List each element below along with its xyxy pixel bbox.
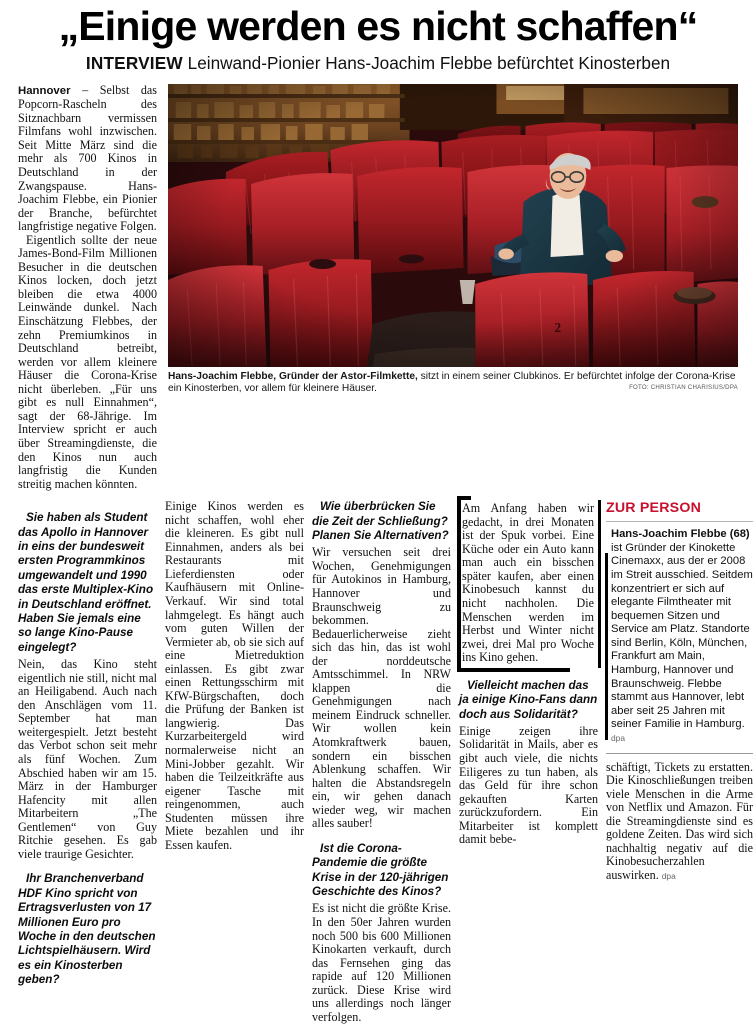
answer-4-highlight-text: Am Anfang haben wir gedacht, in drei Monaten ist der Spuk vorbei. Eine Küche oder ein Auto kann man auch ein bisschen später kaufen, aber einen Kinobesuch kannst du nicht nachholen. Die Menschen werden im Herbst und Winter nicht zwei, drei Mal pro Woche ins Kino gehen. — [462, 501, 594, 665]
answer-3 — [312, 546, 451, 830]
page-title: „Einige werden es nicht schaffen“ — [58, 3, 698, 49]
dateline: Hannover — [18, 84, 71, 97]
cinema-photo — [168, 84, 738, 367]
column-4 — [459, 500, 606, 847]
upper-block — [18, 84, 738, 491]
column-3 — [312, 500, 459, 1024]
zur-person-side-rule — [605, 553, 608, 740]
subheadline-text: Leinwand-Pionier Hans-Joachim Flebbe befürchtet Kinosterben — [182, 52, 671, 73]
newspaper-page — [0, 3, 756, 1024]
highlight-bottom-rule — [457, 668, 570, 672]
zur-person-body — [606, 528, 753, 746]
answer-5-continuation-text: schäftigt, Tickets zu erstatten. Die Kinoschließungen treiben viele Menschen in die Arme von Netflix und Amazon. Für die Streamingdienste sind es goldene Zeiten. Das wird sich nachhaltig negativ auf die Kinobesucherzahlen auswirken. dpa — [606, 759, 753, 883]
article-agency: dpa — [661, 871, 676, 882]
column-5-divider — [606, 753, 753, 754]
zur-person-agency: dpa — [611, 733, 625, 744]
answer-5-part1 — [459, 725, 598, 847]
highlight-top-rule — [457, 496, 471, 500]
answer-1-text: Nein, das Kino steht eigentlich nie still, nicht mal an Heiligabend. Auch nach den Anschlägen vom 11. September hat man weitergespielt. Jetzt besteht das Verbot schon seit mehr als fünf Wochen. Zum Abschied haben wir am 15. März in der Hamburger Hafencity mit allen Mitarbeitern „The Gentlemen“ von Guy Ritchie gesehen. Es gab viele traurige Gesichter. — [18, 657, 157, 861]
cinema-photo-illustration — [168, 84, 738, 367]
lead-paragraph-1-text: – Selbst das Popcorn-Rascheln des Sitznachbarn vermissen Filmfans wohl inzwischen. Seit Mitte März sind die mehr als 700 Kinos in Deutschland in der Zwangspause. Hans-Joachim Flebbe, ein Pionier der Branche, befürchtet langfristige negative Folgen. — [18, 82, 157, 234]
answer-2-text: Einige Kinos werden es nicht schaffen, wohl eher die kleineren. Es gibt null Einnahmen, anders als bei Restaurants mit Lieferdiensten oder Kaufhäusern mit Online-Verkauf. Wir sind total lahmgelegt. Es hängt auch vom guten Willen der Vermieter ab, ob sie sich auf eine Mietreduktion einlassen. Es gibt zwar einen Rettungsschirm mit KfW-Bürgschaften, doch die Prüfung der Banken ist langwierig. Das Kurzarbeitergeld wird normalerweise nicht an Mini-Jobber gezahlt. Wir haben die Teilzeitkräfte aus eigener Tasche mit reingenommen, auch Studenten müssen ihre Miete bezahlen und ihr Essen kaufen. — [165, 499, 304, 852]
lower-columns — [18, 499, 753, 1024]
lead-text — [18, 84, 157, 491]
question-2-part1: Ihr Branchenverband HDF Kino spricht von Ertragsverlusten von 17 Millionen Euro pro Woche in den deutschen Lichtspielhäusern. Wird es ein Kinosterben geben? — [18, 872, 156, 987]
zur-person-lead: Hans-Joachim Flebbe (68) — [611, 528, 750, 541]
interview-kicker: INTERVIEW — [85, 52, 183, 73]
answer-5-continuation — [606, 761, 753, 884]
answer-1 — [18, 658, 157, 861]
answer-3-text: Wir versuchen seit drei Wochen, Genehmigungen für Autokinos in Hamburg, Hannover und Braunschweig zu bekommen. Bedauerlicherweise zieht sich das hin, das ist wohl der norddeutsche Amtsschimmel. In NRW klappen die Genehmigungen nach meinem Eindruck schneller. Wir wollen kein Atomkraftwerk bauen, sondern ein bisschen Ablenkung schaffen. Wir halten die Abstandsregeln ein, wir gehen danach wieder weg, wir machen alles sauber! — [312, 545, 451, 831]
column-1 — [18, 500, 165, 991]
zur-person-divider — [606, 521, 753, 522]
photo-block — [165, 84, 738, 396]
zur-person-text: ist Gründer der Kinokette Cinemaxx, aus der er 2008 im Streit ausschied. Seitdem konzentriert er sich auf elegante Filmtheater mit bequemen Sitzen und Service am Platz. Standorte sind Berlin, Köln, München, Frankfurt am Main, Hamburg, Hannover und Braunschweig. Flebbe stammt aus Hannover, lebt aber seit 25 Jahren mit seiner Familie in Hamburg. — [611, 541, 753, 731]
zur-person-box — [606, 500, 753, 746]
question-3: Wie überbrücken Sie die Zeit der Schließung? Planen Sie Alternativen? — [312, 500, 449, 542]
lead-paragraph-1 — [18, 84, 157, 234]
photo-caption — [168, 371, 738, 396]
question-1: Sie haben als Student das Apollo in Hannover in eins der bundesweit ersten Programmkinos umgewandelt und 1990 das erste Multiplex-Kino in Deutschland eröffnet. Haben Sie jemals eine so lange Kino-Pause eingelegt? — [18, 511, 154, 654]
answer-4-part1 — [312, 902, 451, 1024]
question-4: Ist die Corona-Pandemie die größte Krise in der 120-jährigen Geschichte des Kinos? — [312, 841, 449, 899]
answer-4-part1-text: Es ist nicht die größte Krise. In den 50er Jahren wurden noch 500 bis 600 Millionen Kinokarten verkauft, durch das Fernsehen ging das rapide auf 120 Millionen zurück. Diese Krise wird uns allerdings noch länger verfolgen. — [312, 901, 451, 1024]
column-5 — [606, 500, 753, 883]
answer-2 — [165, 500, 304, 852]
answer-5-text: Einige zeigen ihre Solidarität in Mails, aber es gibt auch viele, die nichts Eiligeres zu tun haben, als das Geld für ihre schon gekauften Karten zurückzufordern. Ein Mitarbeiter ist komplett damit bebe- — [459, 723, 598, 847]
photo-credit: FOTO: CHRISTIAN CHARISIUS/DPA — [629, 384, 738, 392]
photo-caption-bold: Hans-Joachim Flebbe, Gründer der Astor-Filmkette, — [168, 370, 418, 382]
subheadline — [18, 54, 738, 73]
lead-paragraph-2: Eigentlich sollte der neue James-Bond-Film Millionen Besucher in die deutschen Kinos locken, doch jetzt bleiben die etwa 4000 Leinwände dunkel. Nach Einschätzung Flebbes, der zehn Premiumkinos in Deutschland betreibt, werden vor allem kleinere Häuser die Corona-Krise nicht überleben. „Für uns gibt es null Einnahmen“, sagt der 68-Jährige. Im Interview spricht er auch über Streamingdienste, die den Kinos nun auch langfristig die Kunden streitig machen könnten. — [18, 232, 157, 491]
photo-caption-text: sitzt in einem seiner Clubkinos. Er befürchtet infolge der Corona-Krise ein Kinosterben, vor allem für kleinere Häuser. — [168, 370, 736, 395]
question-5: Vielleicht machen das ja einige Kino-Fans dann doch aus Solidarität? — [459, 678, 598, 721]
lead-column — [18, 84, 165, 491]
answer-4-highlight — [462, 502, 594, 665]
column-2 — [165, 500, 312, 852]
zur-person-title: ZUR PERSON — [606, 500, 702, 517]
highlighted-quote — [457, 500, 598, 668]
